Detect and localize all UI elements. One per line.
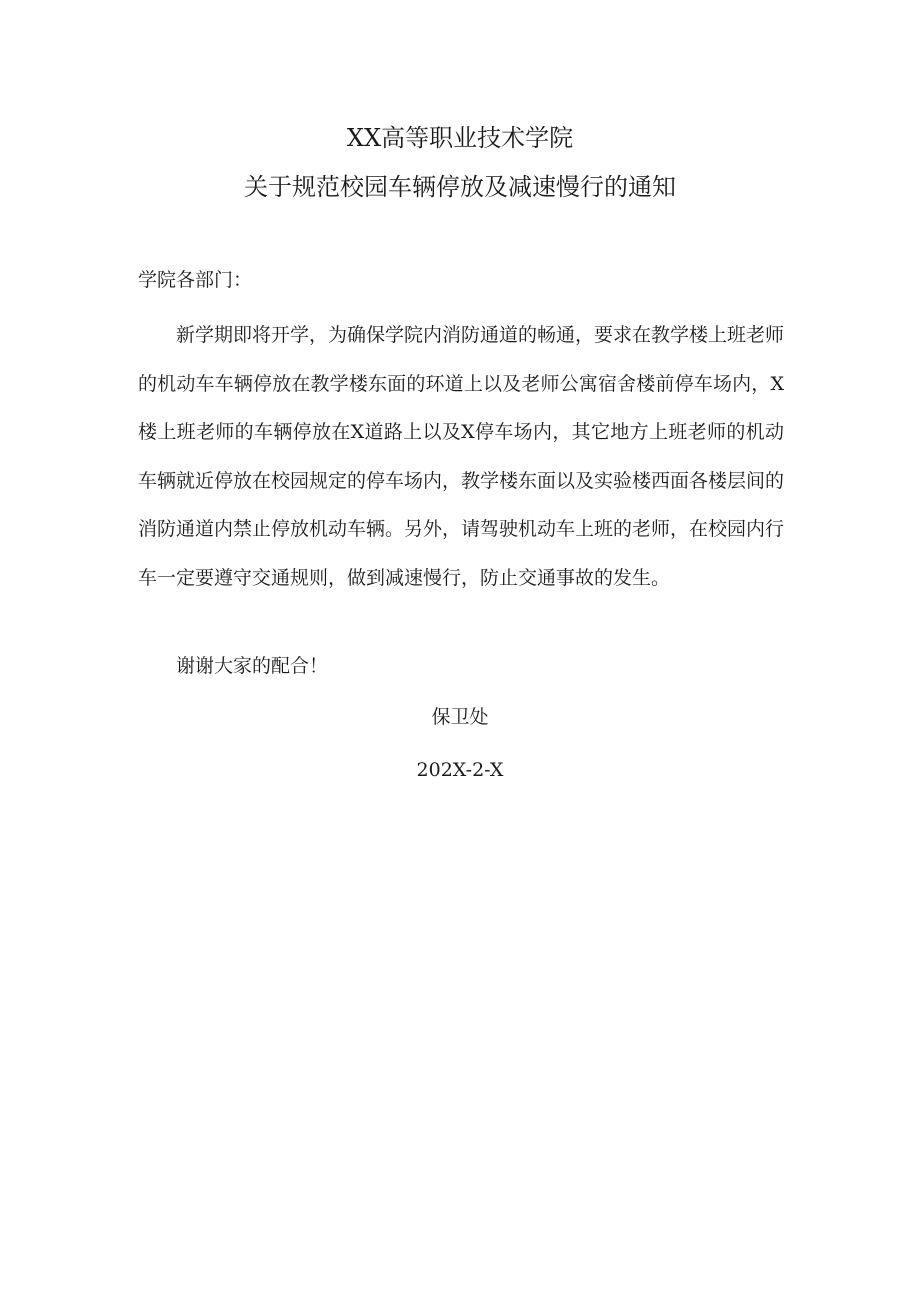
closing-thanks: 谢谢大家的配合！ [176, 655, 329, 677]
document-title-line1: XX高等职业技术学院 [346, 124, 574, 152]
signature-date: 202X-2-X [416, 759, 504, 781]
salutation: 学院各部门： [138, 269, 253, 291]
notice-body-paragraph: 新学期即将开学，为确保学院内消防通道的畅通，要求在教学楼上班老师的机动车车辆停放在教学楼东面的环道上以及老师公寓宿舍楼前停车场内，X楼上班老师的车辆停放在X道路上以及X停车场内，其它地方上班老师的机动车辆就近停放在校园规定的停车场内，教学楼东面以及实验楼西面各楼层间的消防通道内禁止停放机动车辆。另外，请驾驶机动车上班的老师，在校园内行车一定要遵守交通规则，做到减速慢行，防止交通事故的发生。 [138, 324, 785, 589]
document-title-line2: 关于规范校园车辆停放及减速慢行的通知 [244, 173, 676, 201]
signature-organization: 保卫处 [431, 706, 489, 728]
